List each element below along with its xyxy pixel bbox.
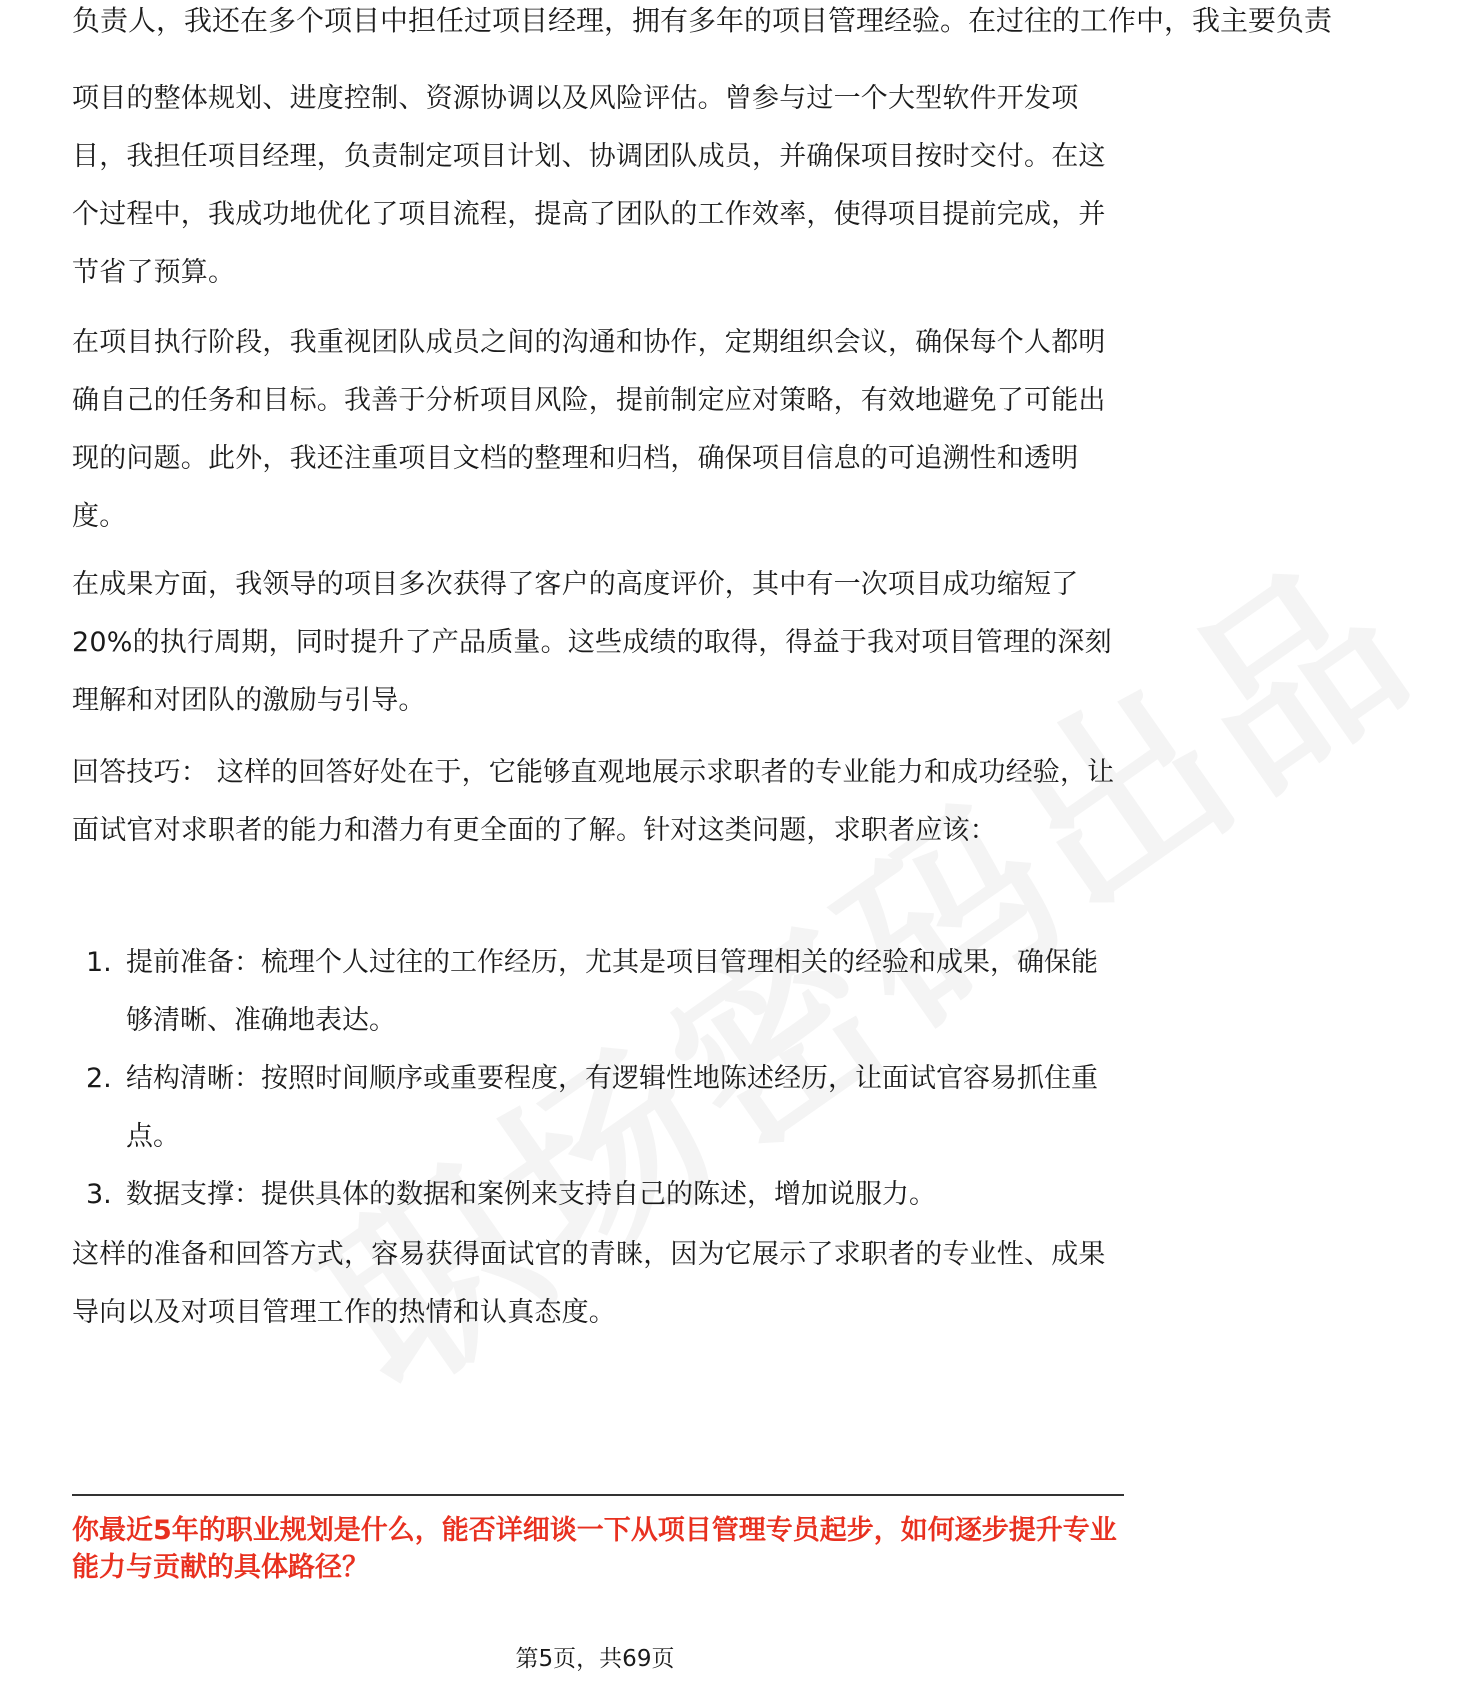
list-item-number: 1.	[86, 947, 112, 978]
list-item-number: 3.	[86, 1179, 112, 1210]
paragraph-experience: 项目的整体规划、进度控制、资源协调以及风险评估。曾参与过一个大型软件开发项目，我担任项目经理，负责制定项目计划、协调团队成员，并确保项目按时交付。在这个过程中，我成功地优化了项目流程，提高了团队的工作效率，使得项目提前完成，并节省了预算。	[72, 83, 1106, 288]
list-item-text: 结构清晰：按照时间顺序或重要程度，有逻辑性地陈述经历，让面试官容易抓住重点。	[126, 1063, 1098, 1152]
list-item-text: 提前准备：梳理个人过往的工作经历，尤其是项目管理相关的经验和成果，确保能够清晰、准确地表达。	[126, 947, 1098, 1036]
page-footer: 第5页，共69页	[515, 1646, 675, 1672]
paragraph-answer-tips: 回答技巧： 这样的回答好处在于，它能够直观地展示求职者的专业能力和成功经验，让面试官对求职者的能力和潜力有更全面的了解。针对这类问题，求职者应该：	[72, 757, 1115, 846]
paragraph-closing: 这样的准备和回答方式，容易获得面试官的青睐，因为它展示了求职者的专业性、成果导向以及对项目管理工作的热情和认真态度。	[72, 1239, 1106, 1328]
cut-off-top-line	[72, 4, 1333, 58]
section-divider	[72, 1494, 1124, 1496]
list-item-text: 数据支撑：提供具体的数据和案例来支持自己的陈述，增加说服力。	[126, 1179, 936, 1210]
paragraph-results: 在成果方面，我领导的项目多次获得了客户的高度评价，其中有一次项目成功缩短了20%的执行周期，同时提升了产品质量。这些成绩的取得，得益于我对项目管理的深刻理解和对团队的激励与引导。	[72, 569, 1112, 716]
cut-off-text: 负责人，我还在多个项目中担任过项目经理，拥有多年的项目管理经验。在过往的工作中，我主要负责	[72, 4, 1333, 37]
list-item-number: 2.	[86, 1063, 112, 1094]
interview-question: 你最近5年的职业规划是什么，能否详细谈一下从项目管理专员起步，如何逐步提升专业能力与贡献的具体路径？	[72, 1515, 1117, 1583]
paragraph-execution: 在项目执行阶段，我重视团队成员之间的沟通和协作，定期组织会议，确保每个人都明确自己的任务和目标。我善于分析项目风险，提前制定应对策略，有效地避免了可能出现的问题。此外，我还注重项目文档的整理和归档，确保项目信息的可追溯性和透明度。	[72, 327, 1106, 532]
